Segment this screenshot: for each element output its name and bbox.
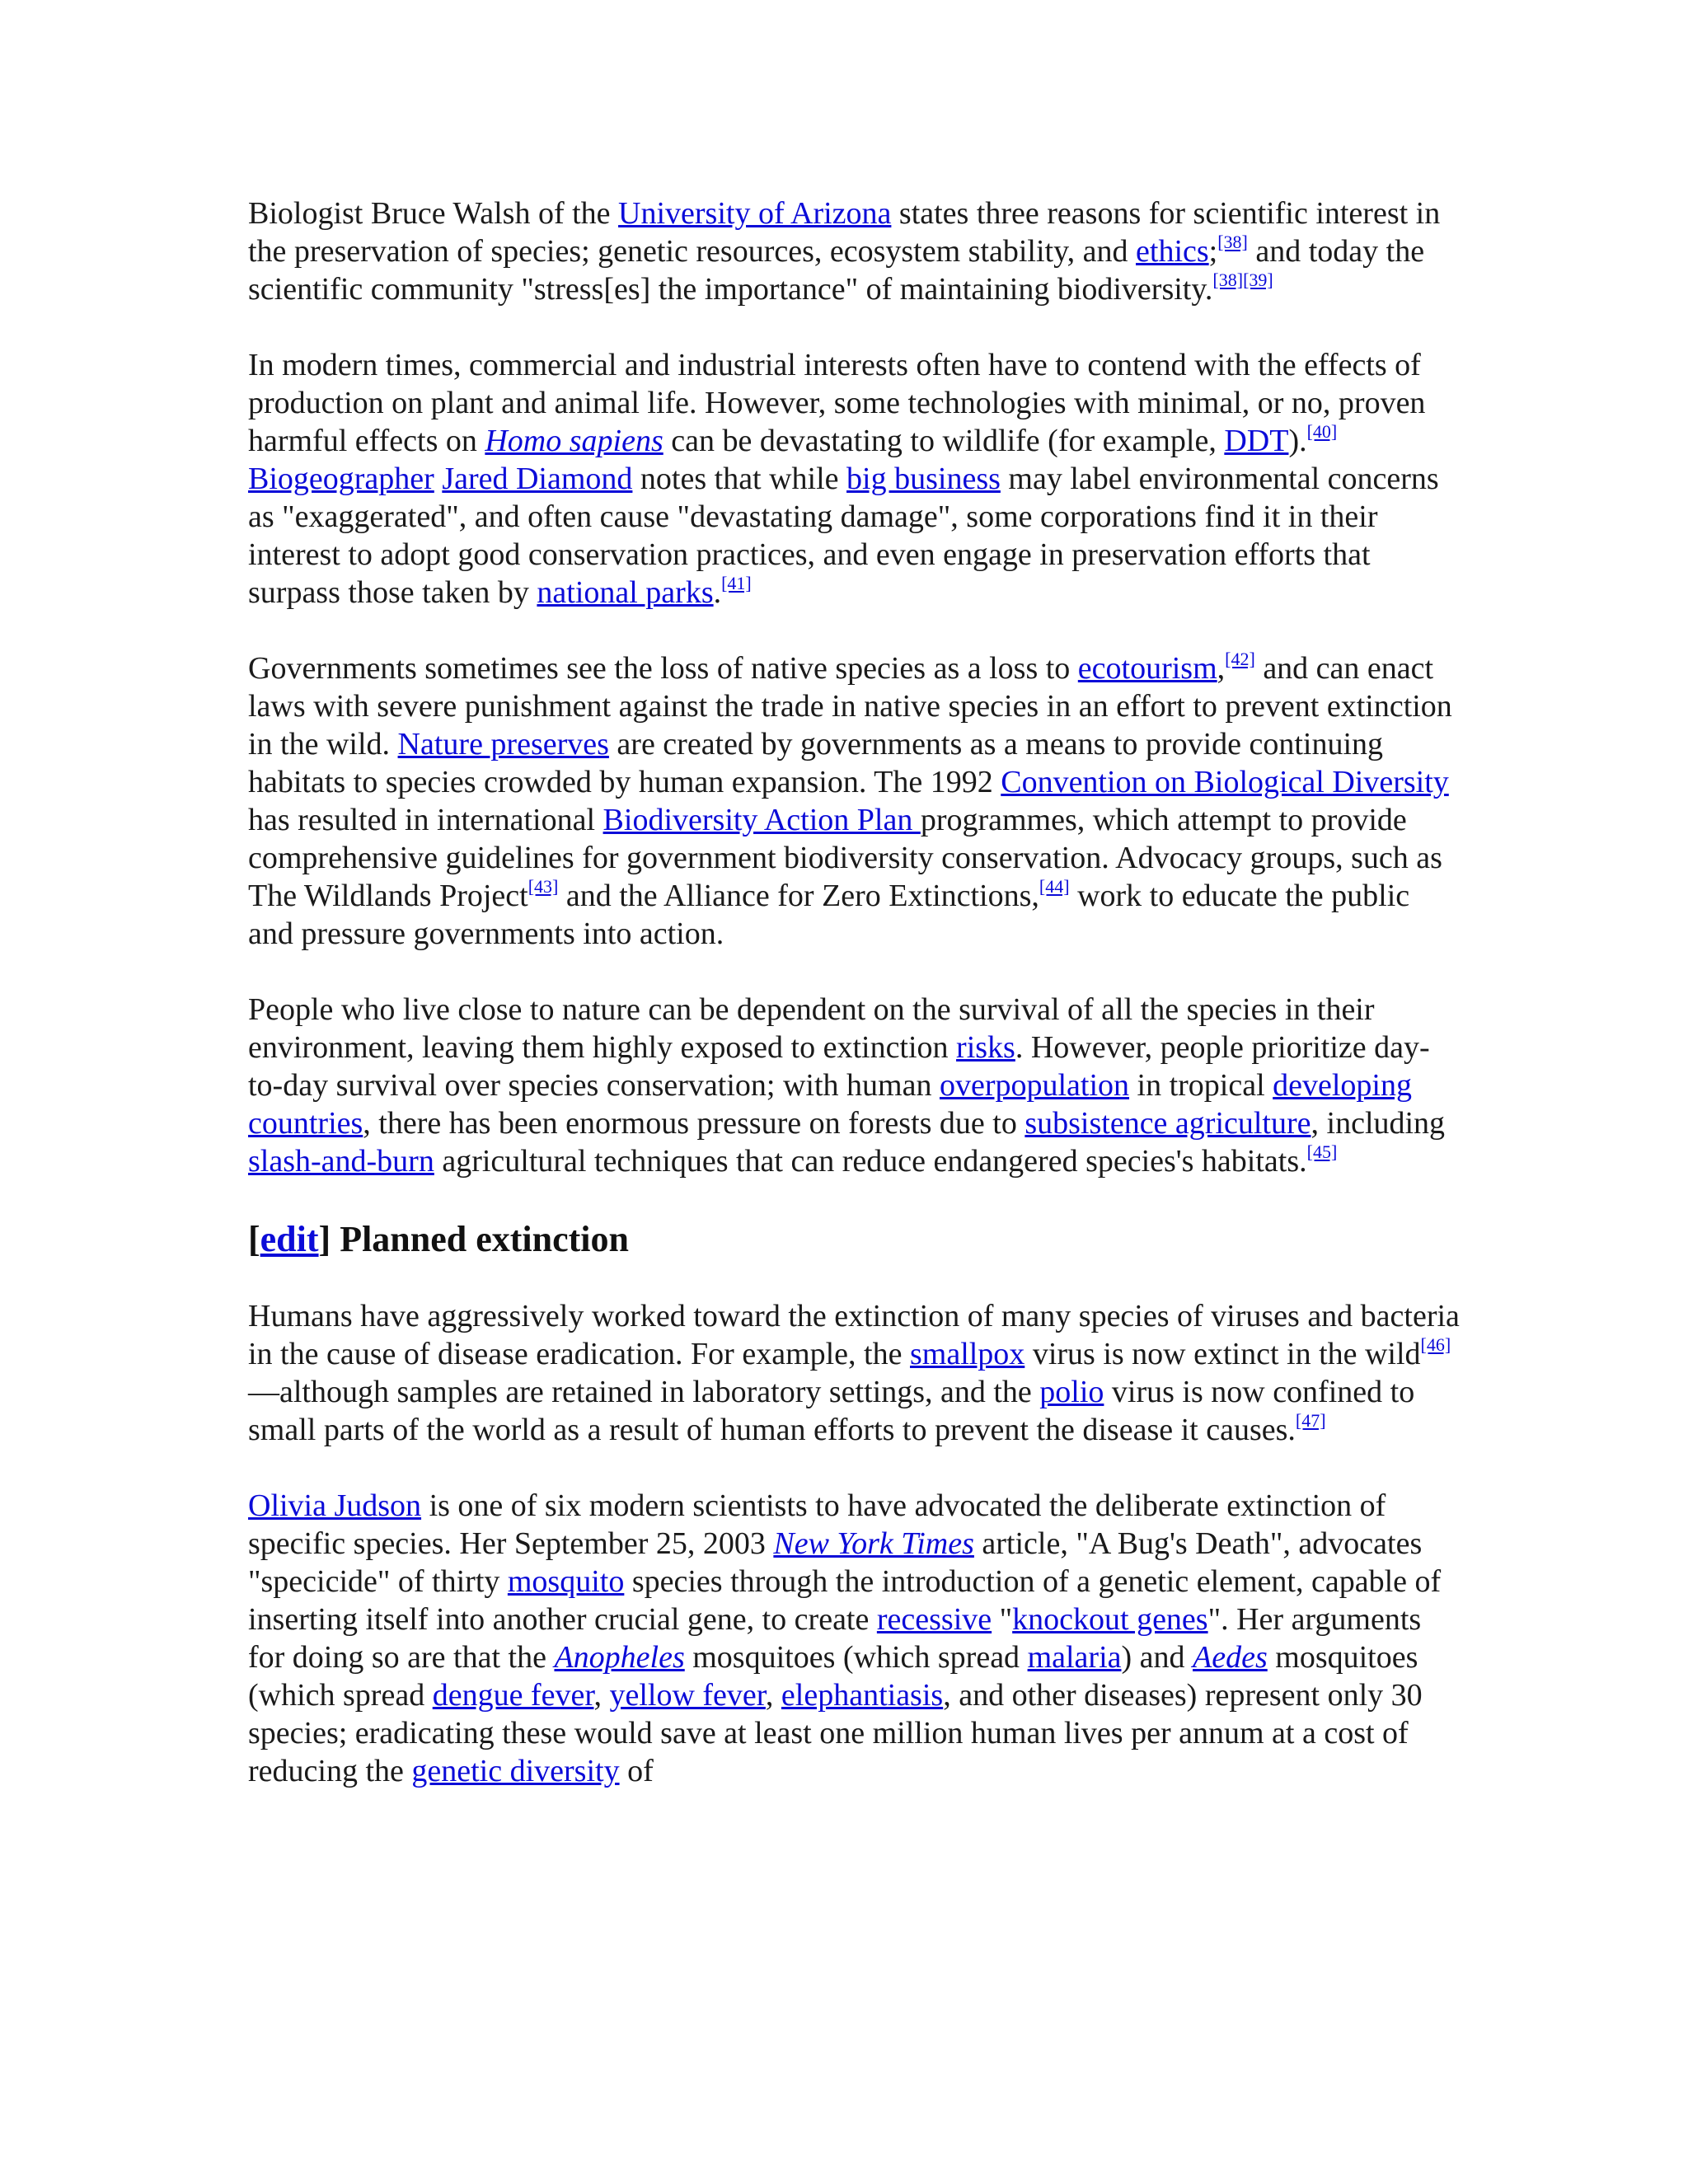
paragraph bbox=[248, 649, 1460, 953]
link-mosquito[interactable]: mosquito bbox=[507, 1564, 625, 1599]
text-run: ". Her arguments for doing so are that the bbox=[248, 1602, 1422, 1675]
text-run: article, "A Bug's Death", advocates "specicide" of thirty bbox=[248, 1526, 1423, 1599]
text-run: mosquitoes (which spread bbox=[684, 1640, 1028, 1675]
citation bbox=[1039, 876, 1070, 897]
text-run bbox=[434, 462, 443, 496]
text-run: species through the introduction of a genetic element, capable of inserting itself into another crucial gene, to create bbox=[248, 1564, 1442, 1637]
text-run: . However, people prioritize day-to-day survival over species conservation; with human bbox=[248, 1030, 1430, 1103]
paragraph bbox=[248, 991, 1460, 1180]
citation-link[interactable]: [38] bbox=[1217, 232, 1248, 252]
text-run: states three reasons for scientific interest in the preservation of species; genetic resources, ecosystem stability, and bbox=[248, 196, 1441, 269]
citation bbox=[1307, 1141, 1338, 1162]
link-genetic-diversity[interactable]: genetic diversity bbox=[411, 1754, 620, 1788]
paragraph bbox=[248, 1487, 1460, 1790]
citation bbox=[1243, 269, 1273, 290]
citation bbox=[528, 876, 559, 897]
citation bbox=[1217, 232, 1248, 252]
text-run: may label environmental concerns as "exaggerated", and often cause "devastating damage", some corporations find it in their interest to adopt good conservation practices, and even engage in preservation efforts that surpass those taken by bbox=[248, 462, 1439, 610]
text-run: virus is now extinct in the wild bbox=[1025, 1337, 1421, 1371]
text-run: ; bbox=[1208, 234, 1218, 269]
link-subsistence-agriculture[interactable]: subsistence agriculture bbox=[1025, 1106, 1311, 1141]
text-run: " bbox=[992, 1602, 1013, 1637]
section-heading-planned-extinction bbox=[248, 1218, 1460, 1261]
text-run: , bbox=[593, 1678, 610, 1713]
link-ecotourism[interactable]: ecotourism bbox=[1077, 651, 1217, 686]
text-run: People who live close to nature can be dependent on the survival of all the species in their environment, leaving them highly exposed to extinction bbox=[248, 992, 1375, 1065]
heading-title: Planned extinction bbox=[331, 1219, 629, 1259]
link-dengue-fever[interactable]: dengue fever bbox=[432, 1678, 594, 1713]
citation-link[interactable]: [47] bbox=[1295, 1410, 1326, 1431]
link-new-york-times[interactable]: New York Times bbox=[773, 1526, 974, 1561]
link-biogeographer[interactable]: Biogeographer bbox=[248, 462, 434, 496]
link-ethics[interactable]: ethics bbox=[1136, 234, 1209, 269]
text-run: —although samples are retained in laboratory settings, and the bbox=[248, 1375, 1040, 1409]
link-ddt[interactable]: DDT bbox=[1224, 424, 1289, 458]
link-anopheles[interactable]: Anopheles bbox=[554, 1640, 685, 1675]
paragraph bbox=[248, 194, 1460, 308]
text-run: , bbox=[765, 1678, 781, 1713]
text-run: Governments sometimes see the loss of native species as a loss to bbox=[248, 651, 1078, 686]
citation bbox=[1212, 269, 1243, 290]
text-run: Biologist Bruce Walsh of the bbox=[248, 196, 619, 231]
text-run: of bbox=[619, 1754, 654, 1788]
link-jared-diamond[interactable]: Jared Diamond bbox=[442, 462, 633, 496]
text-run: virus is now confined to small parts of the world as a result of human efforts to prevent the disease it causes. bbox=[248, 1375, 1415, 1447]
text-run: In modern times, commercial and industrial interests often have to contend with the effects of production on plant and animal life. However, some technologies with minimal, or no, proven harmful effects on bbox=[248, 348, 1426, 458]
link-olivia-judson[interactable]: Olivia Judson bbox=[248, 1488, 422, 1523]
text-run: ) and bbox=[1121, 1640, 1193, 1675]
paragraph-group-after-heading bbox=[248, 1297, 1460, 1790]
link-polio[interactable]: polio bbox=[1039, 1375, 1104, 1409]
heading-bracket-close: ] bbox=[318, 1219, 331, 1259]
citation-link[interactable]: [39] bbox=[1243, 269, 1273, 290]
heading-bracket-open: [ bbox=[248, 1219, 260, 1259]
text-run: has resulted in international bbox=[248, 803, 603, 837]
text-run: mosquitoes (which spread bbox=[248, 1640, 1418, 1713]
link-slash-and-burn[interactable]: slash-and-burn bbox=[248, 1144, 434, 1179]
text-run: agricultural techniques that can reduce endangered species's habitats. bbox=[434, 1144, 1307, 1179]
citation-link[interactable]: [38] bbox=[1212, 269, 1244, 290]
text-run: , there has been enormous pressure on forests due to bbox=[363, 1106, 1025, 1141]
text-run: , and other diseases) represent only 30 species; eradicating these would save at least one million human lives per annum at a cost of reducing the bbox=[248, 1678, 1423, 1788]
link-developing-countries[interactable]: developing countries bbox=[248, 1068, 1412, 1141]
text-run: and the Alliance for Zero Extinctions, bbox=[558, 879, 1039, 913]
text-run: are created by governments as a means to provide continuing habitats to species crowded by human expansion. The 1992 bbox=[248, 727, 1384, 799]
link-yellow-fever[interactable]: yellow fever bbox=[609, 1678, 766, 1713]
link-risks[interactable]: risks bbox=[956, 1030, 1015, 1065]
text-run: programmes, which attempt to provide comprehensive guidelines for government biodiversity conservation. Advocacy groups, such as The Wildlands Project bbox=[248, 803, 1442, 913]
paragraph-group-before-heading bbox=[248, 194, 1460, 1180]
text-run: and can enact laws with severe punishment against the trade in native species in an effort to prevent extinction in the wild. bbox=[248, 651, 1452, 762]
link-nature-preserves[interactable]: Nature preserves bbox=[397, 727, 609, 762]
text-run: ). bbox=[1288, 424, 1307, 458]
link-biodiversity-action-plan[interactable]: Biodiversity Action Plan bbox=[603, 803, 921, 837]
link-smallpox[interactable]: smallpox bbox=[909, 1337, 1025, 1371]
citation bbox=[1225, 649, 1255, 669]
text-run: in tropical bbox=[1129, 1068, 1273, 1103]
citation bbox=[1296, 1410, 1326, 1431]
text-run: , bbox=[1217, 651, 1226, 686]
text-run: Humans have aggressively worked toward the extinction of many species of viruses and bacteria in the cause of disease eradication. For example, the bbox=[248, 1299, 1460, 1371]
link-homo-sapiens[interactable]: Homo sapiens bbox=[485, 424, 663, 458]
link-malaria[interactable]: malaria bbox=[1027, 1640, 1122, 1675]
citation-link[interactable]: [40] bbox=[1306, 421, 1338, 442]
citation-link[interactable]: [43] bbox=[528, 876, 559, 897]
text-run: is one of six modern scientists to have advocated the deliberate extinction of specific species. Her September 25, 2003 bbox=[248, 1488, 1386, 1561]
paragraph bbox=[248, 346, 1460, 612]
text-run: and today the scientific community "stress[es] the importance" of maintaining biodiversity. bbox=[248, 234, 1425, 307]
paragraph bbox=[248, 1297, 1460, 1449]
link-big-business[interactable]: big business bbox=[846, 462, 1001, 496]
link-knockout-genes[interactable]: knockout genes bbox=[1012, 1602, 1208, 1637]
link-overpopulation[interactable]: overpopulation bbox=[939, 1068, 1130, 1103]
citation bbox=[1307, 421, 1338, 442]
text-run: can be devastating to wildlife (for example, bbox=[663, 424, 1225, 458]
link-elephantiasis[interactable]: elephantiasis bbox=[781, 1678, 944, 1713]
citation-link[interactable]: [45] bbox=[1306, 1141, 1338, 1162]
article-body bbox=[248, 194, 1460, 1828]
citation-link[interactable]: [46] bbox=[1420, 1334, 1451, 1355]
link-university-of-arizona[interactable]: University of Arizona bbox=[618, 196, 892, 231]
citation bbox=[1421, 1334, 1451, 1355]
text-run: , including bbox=[1311, 1106, 1446, 1141]
link-aedes[interactable]: Aedes bbox=[1193, 1640, 1268, 1675]
citation-link[interactable]: [42] bbox=[1225, 649, 1255, 669]
citation-link[interactable]: [41] bbox=[721, 573, 752, 593]
link-national-parks[interactable]: national parks bbox=[537, 575, 714, 610]
citation-link[interactable]: [44] bbox=[1039, 876, 1070, 897]
edit-link[interactable]: edit bbox=[260, 1219, 319, 1259]
text-run: work to educate the public and pressure governments into action. bbox=[248, 879, 1410, 951]
text-run: . bbox=[713, 575, 722, 610]
text-run: notes that while bbox=[632, 462, 847, 496]
link-convention-on-biological-diversity[interactable]: Convention on Biological Diversity bbox=[1001, 765, 1449, 799]
link-recessive[interactable]: recessive bbox=[876, 1602, 992, 1637]
citation bbox=[721, 573, 752, 593]
